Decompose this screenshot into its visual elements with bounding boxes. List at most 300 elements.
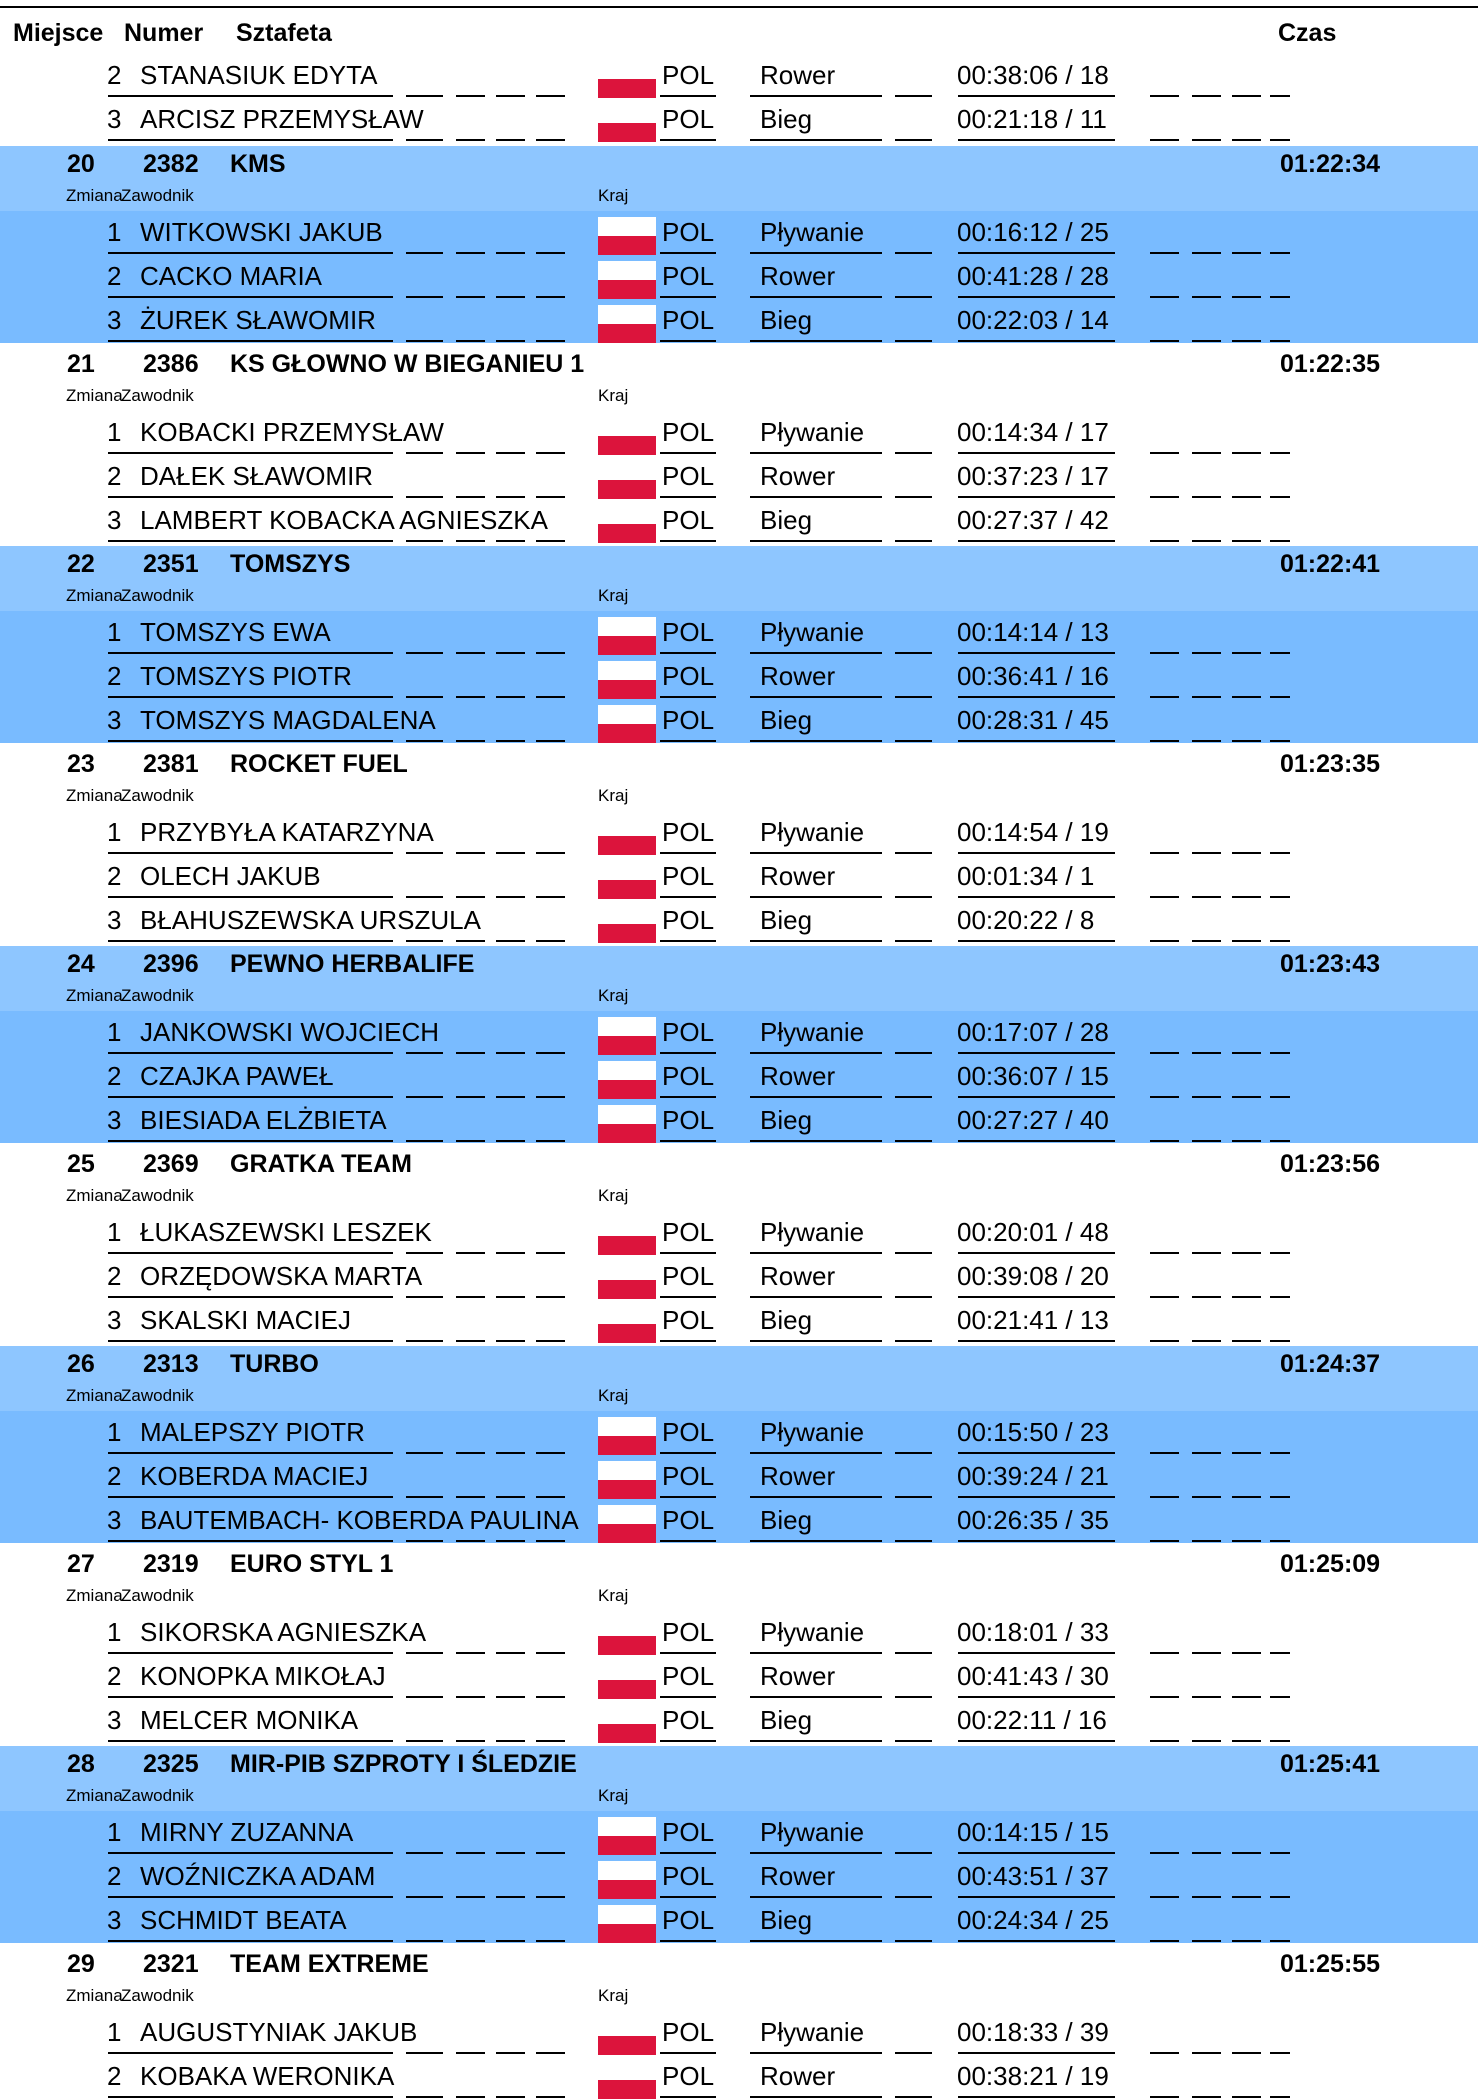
member-name: CZAJKA PAWEŁ [140, 1061, 334, 1091]
member-row [0, 1299, 1478, 1343]
member-split-time: 00:15:50 / 23 [957, 1417, 1109, 1447]
underline-segment [1192, 1096, 1221, 1098]
team-number: 2369 [143, 1150, 199, 1178]
member-split-time: 00:16:12 / 25 [957, 217, 1109, 247]
underline-segment [660, 940, 716, 942]
team-total-time: 01:24:37 [1280, 1350, 1381, 1378]
poland-flag-icon [598, 305, 656, 343]
member-discipline: Pływanie [760, 417, 865, 447]
member-discipline: Pływanie [760, 1217, 865, 1247]
underline-segment [1232, 1540, 1261, 1542]
underline-segment [762, 1296, 882, 1298]
member-name: KOBACKI PRZEMYSŁAW [140, 417, 444, 447]
member-name: LAMBERT KOBACKA AGNIESZKA [140, 505, 548, 535]
underline-segment [762, 1496, 882, 1498]
underline-segment [1150, 252, 1179, 254]
underline-segment [536, 1652, 565, 1654]
member-discipline: Bieg [760, 1905, 813, 1935]
member-country: POL [662, 1505, 715, 1535]
flag-red-stripe [598, 1724, 656, 1743]
member-split-time: 00:21:41 / 13 [957, 1305, 1109, 1335]
member-name: KOBAKA WERONIKA [140, 2061, 395, 2091]
underline-segment [145, 1496, 393, 1498]
underline-segment [1232, 1652, 1261, 1654]
team-subheader-row [0, 383, 1478, 411]
underline-segment [1232, 1296, 1261, 1298]
team-place: 25 [67, 1150, 95, 1178]
underline-segment [406, 139, 443, 141]
underline-segment [660, 252, 716, 254]
underline-segment [660, 1940, 716, 1942]
member-split-time: 00:43:51 / 37 [957, 1861, 1109, 1891]
member-discipline: Rower [760, 661, 836, 691]
underline-segment [660, 1052, 716, 1054]
member-row [0, 1655, 1478, 1699]
underline-segment [1270, 1940, 1290, 1942]
underline-segment [1232, 540, 1261, 542]
member-country: POL [662, 1461, 715, 1491]
underline-segment [762, 1696, 882, 1698]
underline-segment [1150, 1540, 1179, 1542]
member-name: MELCER MONIKA [140, 1705, 359, 1735]
member-split-time: 00:39:24 / 21 [957, 1461, 1109, 1491]
underline-segment [108, 1252, 145, 1254]
underline-segment [406, 1652, 443, 1654]
label-athlete: Zawodnik [121, 1386, 194, 1405]
team-place: 24 [67, 950, 95, 978]
underline-segment [958, 1940, 1115, 1942]
member-name: MIRNY ZUZANNA [140, 1817, 354, 1847]
underline-segment [895, 1540, 932, 1542]
label-country: Kraj [598, 386, 629, 405]
member-discipline: Pływanie [760, 1417, 865, 1447]
flag-red-stripe [598, 1324, 656, 1343]
underline-segment [536, 1252, 565, 1254]
poland-flag-icon [598, 1661, 656, 1699]
underline-segment [660, 296, 716, 298]
team-number: 2382 [143, 150, 199, 178]
team-header-row [0, 346, 1478, 383]
poland-flag-icon [598, 417, 656, 455]
underline-segment [406, 1140, 443, 1142]
underline-segment [1270, 852, 1290, 854]
flag-red-stripe [598, 2080, 656, 2099]
underline-segment [1232, 1452, 1261, 1454]
team-place: 29 [67, 1950, 95, 1978]
underline-segment [762, 496, 882, 498]
underline-segment [1192, 1140, 1221, 1142]
flag-red-stripe [598, 236, 656, 255]
member-split-time: 00:38:21 / 19 [957, 2061, 1109, 2091]
member-leg: 2 [107, 1661, 122, 1691]
team-total-time: 01:25:41 [1280, 1750, 1381, 1778]
member-leg: 3 [107, 1505, 122, 1535]
member-row [0, 899, 1478, 943]
team-name: EURO STYL 1 [230, 1550, 394, 1578]
underline-segment [1270, 652, 1290, 654]
member-country: POL [662, 2017, 715, 2047]
team-place: 26 [67, 1350, 95, 1378]
underline-segment [406, 1496, 443, 1498]
underline-segment [536, 1540, 565, 1542]
underline-segment [456, 1052, 485, 1054]
underline-segment [1150, 139, 1179, 141]
member-name: CACKO MARIA [140, 261, 323, 291]
poland-flag-icon [598, 705, 656, 743]
member-leg: 1 [107, 617, 122, 647]
underline-segment [1192, 540, 1221, 542]
team-subheader-row [0, 783, 1478, 811]
underline-segment [895, 1696, 932, 1698]
flag-red-stripe [598, 79, 656, 98]
team-header-row [0, 1946, 1478, 1983]
underline-segment [958, 95, 1115, 97]
underline-segment [660, 496, 716, 498]
underline-segment [145, 452, 393, 454]
poland-flag-icon [598, 1705, 656, 1743]
underline-segment [895, 1252, 932, 1254]
member-discipline: Pływanie [760, 617, 865, 647]
underline-segment [456, 1340, 485, 1342]
team-name: MIR-PIB SZPROTY I ŚLEDZIE [230, 1750, 577, 1778]
poland-flag-icon [598, 1461, 656, 1499]
underline-segment [406, 1296, 443, 1298]
underline-segment [895, 252, 932, 254]
underline-segment [108, 496, 145, 498]
underline-segment [456, 1296, 485, 1298]
team-total-time: 01:25:09 [1280, 1550, 1381, 1578]
label-country: Kraj [598, 186, 629, 205]
header-relay: Sztafeta [236, 19, 332, 47]
underline-segment [660, 452, 716, 454]
underline-segment [660, 95, 716, 97]
underline-segment [1150, 1340, 1179, 1342]
label-athlete: Zawodnik [121, 186, 194, 205]
underline-segment [496, 452, 525, 454]
underline-segment [536, 452, 565, 454]
underline-segment [1270, 139, 1290, 141]
underline-segment [406, 496, 443, 498]
member-leg: 1 [107, 1817, 122, 1847]
label-change: Zmiana [66, 1786, 123, 1805]
underline-segment [406, 340, 443, 342]
member-row [0, 499, 1478, 543]
member-country: POL [662, 104, 715, 134]
underline-segment [1232, 1096, 1261, 1098]
underline-segment [1270, 340, 1290, 342]
underline-segment [762, 1652, 882, 1654]
member-leg: 2 [107, 1461, 122, 1491]
member-name: DAŁEK SŁAWOMIR [140, 461, 374, 491]
underline-segment [1270, 540, 1290, 542]
underline-segment [456, 740, 485, 742]
member-leg: 3 [107, 1905, 122, 1935]
underline-segment [496, 1252, 525, 1254]
flag-red-stripe [598, 324, 656, 343]
flag-red-stripe [598, 836, 656, 855]
underline-segment [1192, 1496, 1221, 1498]
underline-segment [895, 340, 932, 342]
label-change: Zmiana [66, 1186, 123, 1205]
member-country: POL [662, 217, 715, 247]
member-name: TOMSZYS EWA [140, 617, 331, 647]
underline-segment [536, 1740, 565, 1742]
underline-segment [1192, 1740, 1221, 1742]
team-place: 28 [67, 1750, 95, 1778]
team-place: 21 [67, 350, 95, 378]
underline-segment [1150, 1296, 1179, 1298]
member-country: POL [662, 617, 715, 647]
team-name: TEAM EXTREME [230, 1950, 429, 1978]
underline-segment [1192, 852, 1221, 854]
underline-segment [895, 652, 932, 654]
underline-segment [1270, 296, 1290, 298]
member-country: POL [662, 705, 715, 735]
underline-segment [145, 740, 393, 742]
underline-segment [406, 896, 443, 898]
underline-segment [895, 1052, 932, 1054]
member-split-time: 00:26:35 / 35 [957, 1505, 1109, 1535]
underline-segment [108, 696, 145, 698]
member-name: MALEPSZY PIOTR [140, 1417, 365, 1447]
underline-segment [108, 652, 145, 654]
underline-segment [456, 1496, 485, 1498]
underline-segment [958, 1696, 1115, 1698]
underline-segment [108, 740, 145, 742]
underline-segment [1192, 452, 1221, 454]
underline-segment [1150, 540, 1179, 542]
poland-flag-icon [598, 1061, 656, 1099]
underline-segment [660, 1252, 716, 1254]
underline-segment [108, 340, 145, 342]
poland-flag-icon [598, 104, 656, 142]
underline-segment [108, 896, 145, 898]
underline-segment [1150, 496, 1179, 498]
underline-segment [660, 1696, 716, 1698]
team-total-time: 01:25:55 [1280, 1950, 1381, 1978]
underline-segment [456, 1740, 485, 1742]
underline-segment [1150, 340, 1179, 342]
underline-segment [1232, 452, 1261, 454]
underline-segment [1150, 452, 1179, 454]
poland-flag-icon [598, 1505, 656, 1543]
flag-red-stripe [598, 924, 656, 943]
poland-flag-icon [598, 1305, 656, 1343]
underline-segment [145, 1852, 393, 1854]
team-number: 2319 [143, 1550, 199, 1578]
member-row [0, 2055, 1478, 2099]
poland-flag-icon [598, 261, 656, 299]
underline-segment [1150, 1452, 1179, 1454]
poland-flag-icon [598, 1261, 656, 1299]
underline-segment [456, 340, 485, 342]
team-place: 23 [67, 750, 95, 778]
underline-segment [108, 540, 145, 542]
member-leg: 1 [107, 1417, 122, 1447]
underline-segment [1270, 1340, 1290, 1342]
underline-segment [958, 1252, 1115, 1254]
underline-segment [1150, 1140, 1179, 1142]
underline-segment [456, 652, 485, 654]
underline-segment [1192, 1696, 1221, 1698]
underline-segment [456, 1652, 485, 1654]
underline-segment [1232, 1896, 1261, 1898]
underline-segment [1192, 1296, 1221, 1298]
underline-segment [1232, 852, 1261, 854]
underline-segment [496, 1852, 525, 1854]
underline-segment [456, 1852, 485, 1854]
underline-segment [145, 940, 393, 942]
underline-segment [958, 696, 1115, 698]
poland-flag-icon [598, 1861, 656, 1899]
underline-segment [762, 940, 882, 942]
underline-segment [958, 1740, 1115, 1742]
member-country: POL [662, 905, 715, 935]
underline-segment [536, 2052, 565, 2054]
underline-segment [895, 139, 932, 141]
member-leg: 2 [107, 661, 122, 691]
member-split-time: 00:14:34 / 17 [957, 417, 1109, 447]
underline-segment [496, 1340, 525, 1342]
team-header-row [0, 546, 1478, 583]
member-discipline: Bieg [760, 1105, 813, 1135]
underline-segment [108, 1496, 145, 1498]
underline-segment [456, 139, 485, 141]
label-athlete: Zawodnik [121, 1586, 194, 1605]
underline-segment [958, 1652, 1115, 1654]
member-name: OLECH JAKUB [140, 861, 321, 891]
underline-segment [456, 1252, 485, 1254]
underline-segment [1192, 940, 1221, 942]
underline-segment [145, 1740, 393, 1742]
label-country: Kraj [598, 986, 629, 1005]
underline-segment [108, 1452, 145, 1454]
member-discipline: Rower [760, 1461, 836, 1491]
underline-segment [456, 95, 485, 97]
underline-segment [145, 1296, 393, 1298]
member-row [0, 1899, 1478, 1943]
underline-segment [1192, 139, 1221, 141]
underline-segment [660, 1096, 716, 1098]
underline-segment [406, 1052, 443, 1054]
label-change: Zmiana [66, 186, 123, 205]
underline-segment [406, 852, 443, 854]
member-leg: 3 [107, 705, 122, 735]
member-discipline: Rower [760, 60, 836, 90]
underline-segment [1232, 1140, 1261, 1142]
underline-segment [108, 1896, 145, 1898]
underline-segment [1270, 1252, 1290, 1254]
underline-segment [536, 1296, 565, 1298]
underline-segment [762, 696, 882, 698]
member-country: POL [662, 1617, 715, 1647]
member-name: ŁUKASZEWSKI LESZEK [140, 1217, 432, 1247]
underline-segment [145, 1252, 393, 1254]
member-leg: 1 [107, 1617, 122, 1647]
member-row [0, 1211, 1478, 1255]
member-country: POL [662, 1061, 715, 1091]
underline-segment [1232, 940, 1261, 942]
member-row [0, 411, 1478, 455]
team-header-row [0, 1346, 1478, 1383]
member-country: POL [662, 60, 715, 90]
label-country: Kraj [598, 1786, 629, 1805]
underline-segment [660, 1852, 716, 1854]
member-country: POL [662, 261, 715, 291]
member-discipline: Bieg [760, 505, 813, 535]
label-athlete: Zawodnik [121, 1986, 194, 2005]
underline-segment [1270, 496, 1290, 498]
underline-segment [496, 1096, 525, 1098]
member-row [0, 1099, 1478, 1143]
underline-segment [958, 340, 1115, 342]
underline-segment [1150, 1740, 1179, 1742]
underline-segment [895, 1140, 932, 1142]
label-athlete: Zawodnik [121, 786, 194, 805]
underline-segment [958, 740, 1115, 742]
underline-segment [496, 740, 525, 742]
underline-segment [1232, 1696, 1261, 1698]
poland-flag-icon [598, 1017, 656, 1055]
underline-segment [145, 496, 393, 498]
underline-segment [108, 252, 145, 254]
team-header-row [0, 1746, 1478, 1783]
underline-segment [536, 740, 565, 742]
underline-segment [536, 296, 565, 298]
member-discipline: Pływanie [760, 1617, 865, 1647]
underline-segment [536, 1696, 565, 1698]
member-discipline: Bieg [760, 705, 813, 735]
member-row [0, 1855, 1478, 1899]
underline-segment [406, 1696, 443, 1698]
member-name: SIKORSKA AGNIESZKA [140, 1617, 427, 1647]
underline-segment [1232, 1340, 1261, 1342]
member-row [0, 1455, 1478, 1499]
underline-segment [406, 652, 443, 654]
underline-segment [496, 1140, 525, 1142]
member-row [0, 1699, 1478, 1743]
underline-segment [108, 2052, 145, 2054]
member-country: POL [662, 1417, 715, 1447]
member-discipline: Rower [760, 261, 836, 291]
member-split-time: 00:01:34 / 1 [957, 861, 1095, 891]
underline-segment [496, 139, 525, 141]
underline-segment [108, 1540, 145, 1542]
label-athlete: Zawodnik [121, 1186, 194, 1205]
underline-segment [762, 2052, 882, 2054]
member-row [0, 1499, 1478, 1543]
team-header-row [0, 1546, 1478, 1583]
underline-segment [762, 1096, 882, 1098]
underline-segment [496, 1696, 525, 1698]
underline-segment [1150, 1052, 1179, 1054]
flag-red-stripe [598, 1124, 656, 1143]
underline-segment [1150, 896, 1179, 898]
member-split-time: 00:22:03 / 14 [957, 305, 1109, 335]
team-total-time: 01:23:56 [1280, 1150, 1381, 1178]
member-name: SKALSKI MACIEJ [140, 1305, 351, 1335]
member-country: POL [662, 1105, 715, 1135]
underline-segment [762, 652, 882, 654]
underline-segment [456, 1696, 485, 1698]
underline-segment [406, 1340, 443, 1342]
member-leg: 2 [107, 261, 122, 291]
underline-segment [895, 1340, 932, 1342]
member-country: POL [662, 817, 715, 847]
underline-segment [958, 252, 1115, 254]
underline-segment [145, 95, 393, 97]
underline-segment [895, 452, 932, 454]
